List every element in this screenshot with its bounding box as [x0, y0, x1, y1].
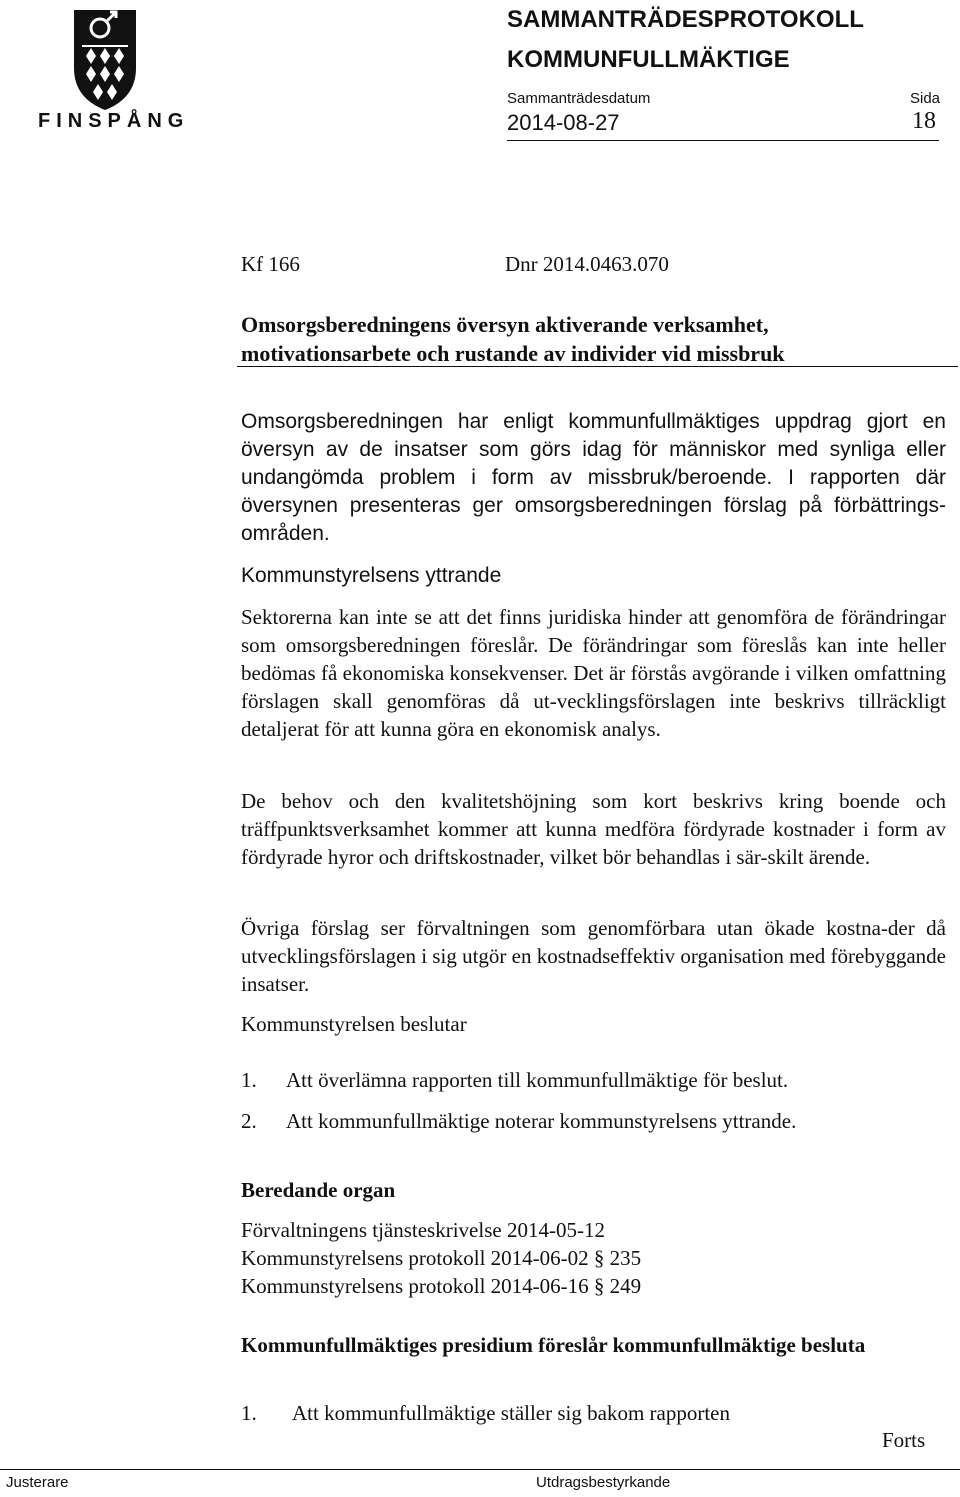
- yttrande-paragraph: Sektorerna kan inte se att det finns juridiska hinder att genomföra de förändringar som omsorgsberedningen föreslår. De förändringar som föreslås kan inte heller bedömas få ekonomiska konsekvenser. Det är förstås avgörande i vilken omfattning förslagen skall genomföras då ut-vecklingsförslagen inte beskrivs tillräckligt detaljerat för att kunna göra en ekonomisk analys.: [241, 605, 946, 741]
- footer-divider: [0, 1469, 960, 1470]
- decision-text: Att överlämna rapporten till kommunfullmäktige för beslut.: [286, 1068, 789, 1092]
- other-proposals-paragraph: Övriga förslag ser förvaltningen som genomförbara utan ökade kostna-der då utvecklingsförslagen i sig utgör en kostnadseffektiv organisation med förebyggande insatser.: [241, 916, 946, 996]
- protocol-title: SAMMANTRÄDESPROTOKOLL: [507, 6, 864, 33]
- decision-text: Att kommunfullmäktige noterar kommunstyrelsens yttrande.: [286, 1109, 797, 1133]
- finspang-logo: [38, 6, 190, 138]
- page-label: Sida: [910, 90, 941, 107]
- meeting-date: 2014-08-27: [507, 110, 620, 135]
- presidium-heading: Kommunfullmäktiges presidium föreslår kommunfullmäktige besluta: [241, 1333, 866, 1357]
- case-number: Kf 166: [241, 252, 300, 276]
- page-number: 18: [912, 108, 936, 134]
- intro-paragraph: Omsorgsberedningen har enligt kommunfullmäktiges uppdrag gjort en översyn av de insatser som görs idag för människor med synliga eller undangömda problem i form av missbruk/beroende. I rapporten där översynen presenteras ger omsorgsberedningen förslag på förbättrings-områden.: [241, 410, 946, 545]
- beredande-heading: Beredande organ: [241, 1178, 396, 1202]
- case-title-line: Omsorgsberedningens översyn aktiverande verksamhet,: [241, 312, 769, 337]
- footer-justerare: Justerare: [6, 1474, 69, 1491]
- cost-paragraph: De behov och den kvalitetshöjning som kort beskrivs kring boende och träffpunktsverksamhet kommer att kunna medföra fördyrade kostnader i form av fördyrade hyror och driftskostnader, vilket bör behandlas i sär-skilt ärende.: [241, 789, 946, 869]
- reference-item: Förvaltningens tjänsteskrivelse 2014-05-12: [241, 1218, 605, 1242]
- ks-beslutar-label: Kommunstyrelsen beslutar: [241, 1012, 467, 1036]
- reference-item: Kommunstyrelsens protokoll 2014-06-16 § 249: [241, 1274, 642, 1298]
- continued-label: Forts: [882, 1428, 926, 1452]
- meeting-date-label: Sammanträdesdatum: [507, 90, 651, 107]
- case-title-line: motivationsarbete och rustande av individer vid missbruk: [241, 341, 785, 366]
- title-divider: [237, 366, 958, 367]
- kf-decision-text: Att kommunfullmäktige ställer sig bakom rapporten: [292, 1401, 730, 1425]
- footer-utdragsbestyrkande: Utdragsbestyrkande: [536, 1474, 671, 1491]
- decision-number: 2.: [241, 1109, 257, 1133]
- diary-number: Dnr 2014.0463.070: [505, 252, 669, 276]
- logo-wordmark: FINSPÅNG: [38, 110, 190, 132]
- header-divider: [507, 140, 939, 141]
- case-title: [241, 310, 941, 368]
- kf-decision-number: 1.: [241, 1401, 257, 1425]
- ks-yttrande-label: Kommunstyrelsens yttrande: [241, 564, 502, 587]
- decision-number: 1.: [241, 1068, 257, 1092]
- reference-item: Kommunstyrelsens protokoll 2014-06-02 § 235: [241, 1246, 642, 1270]
- assembly-name: KOMMUNFULLMÄKTIGE: [507, 46, 790, 73]
